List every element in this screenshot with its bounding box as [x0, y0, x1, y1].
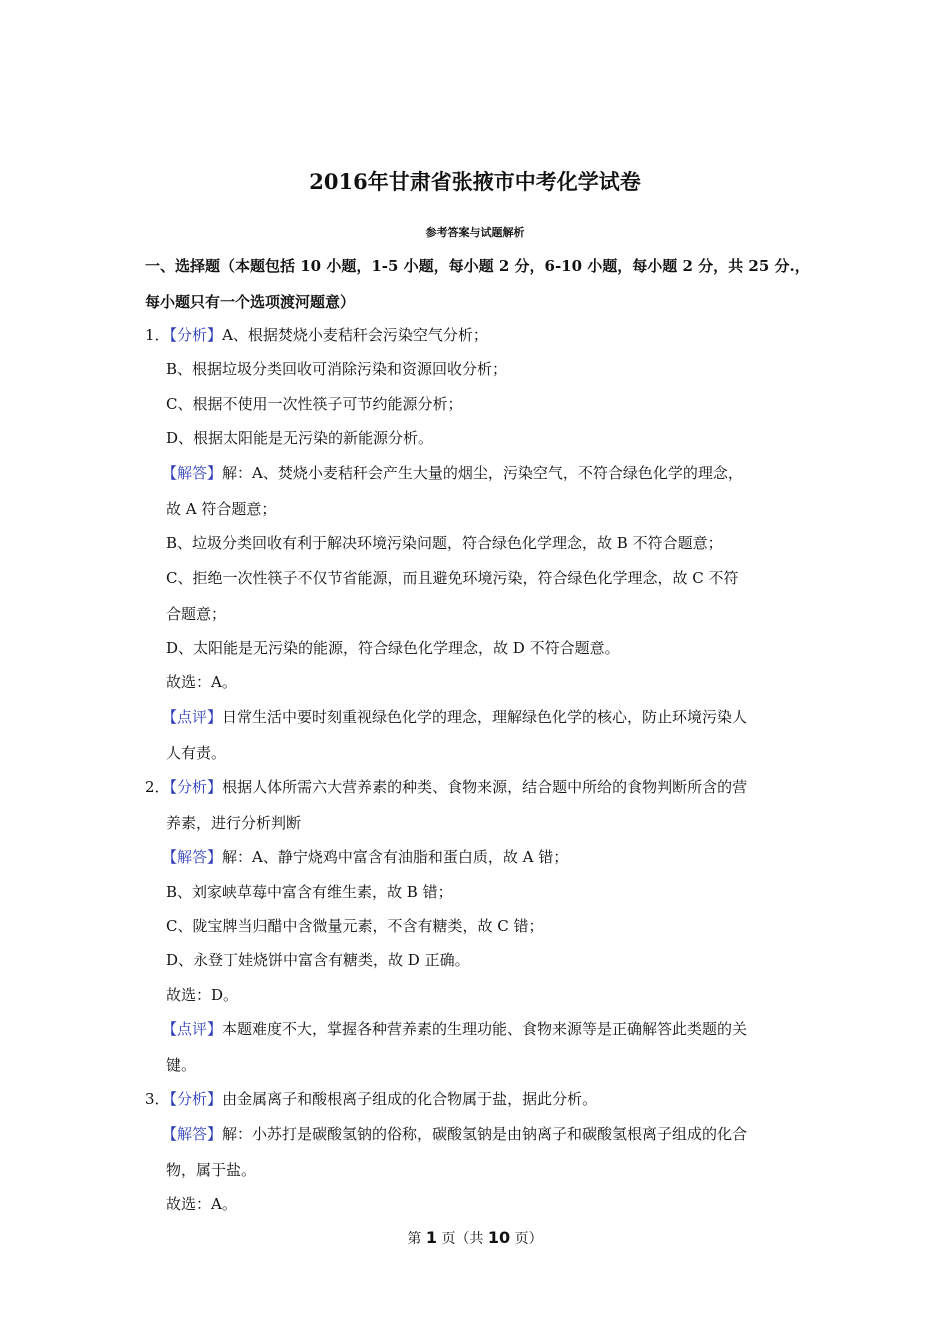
q1-answer-a1: 解：A、焚烧小麦秸秆会产生大量的烟尘，污染空气，不符合绿色化学的理念，: [222, 464, 743, 482]
q2-answer-b: B、刘家峡草莓中富含有维生素，故 B 错；: [166, 883, 453, 901]
page-subtitle: 参考答案与试题解析: [425, 226, 525, 239]
q3-analysis: 由金属离子和酸根离子组成的化合物属于盐，据此分析。: [222, 1090, 598, 1108]
q2-answer-c: C、陇宝牌当归醋中含微量元素，不含有糖类，故 C 错；: [166, 917, 544, 935]
q1-answer-a2: 故 A 符合题意；: [166, 500, 277, 518]
page-title: 2016年甘肃省张掖市中考化学试卷: [309, 169, 641, 194]
q2-analysis1: 根据人体所需六大营养素的种类、食物来源，结合题中所给的食物判断所含的营: [222, 778, 748, 796]
q1-analysis-d: D、根据太阳能是无污染的新能源分析。: [166, 429, 434, 447]
section-heading-line2: 每小题只有一个选项渡河题意）: [145, 293, 356, 311]
q3-answer1: 解：小苏打是碳酸氢钠的俗称，碳酸氢钠是由钠离子和碳酸氢根离子组成的化合: [222, 1125, 748, 1143]
q1-answer-b: B、垃圾分类回收有利于解决环境污染问题，符合绿色化学理念，故 B 不符合题意；: [166, 534, 723, 552]
q2-analysis2: 养素，进行分析判断: [166, 814, 302, 832]
q2-answer-d: D、永登丁娃烧饼中富含有糖类，故 D 正确。: [166, 951, 470, 969]
footer-prefix: 第: [407, 1231, 422, 1247]
q1-answer-c2: 合题意；: [166, 605, 227, 623]
q2-comment-line: [162, 1019, 747, 1039]
q2-analysis-line: [145, 777, 747, 797]
q2-number: 2．: [145, 778, 170, 796]
footer-total-pages: 10: [487, 1228, 511, 1247]
q2-answer-a: 解：A、静宁烧鸡中富含有油脂和蛋白质，故 A 错；: [222, 848, 569, 866]
q1-comment2: 人有责。: [166, 744, 227, 762]
q1-answer-c1: C、拒绝一次性筷子不仅节省能源，而且避免环境污染，符合绿色化学理念，故 C 不符: [166, 569, 739, 587]
q1-number: 1．: [145, 326, 170, 344]
q2-analysis-tag: 【分析】: [169, 778, 223, 796]
q2-comment2: 键。: [166, 1056, 197, 1074]
q1-choice: 故选：A。: [166, 673, 237, 691]
footer-suffix: 页）: [514, 1231, 543, 1247]
q2-choice: 故选：D。: [166, 986, 239, 1004]
q3-answer-tag: 【解答】: [162, 1125, 223, 1143]
q1-analysis-tag: 【分析】: [169, 326, 223, 344]
q1-analysis-c: C、根据不使用一次性筷子可节约能源分析；: [166, 395, 463, 413]
q2-comment1: 本题难度不大，掌握各种营养素的生理功能、食物来源等是正确解答此类题的关: [222, 1020, 748, 1038]
q1-answer-d: D、太阳能是无污染的能源，符合绿色化学理念，故 D 不符合题意。: [166, 639, 620, 657]
q1-analysis-a: A、根据焚烧小麦秸秆会污染空气分析；: [222, 326, 488, 344]
q2-comment-tag: 【点评】: [162, 1020, 223, 1038]
q3-number: 3．: [145, 1090, 170, 1108]
page-footer: [0, 1228, 950, 1248]
q3-analysis-line: [145, 1089, 597, 1109]
q2-answer-line: [162, 847, 568, 867]
q1-comment-line: [162, 707, 747, 727]
q3-answer2: 物，属于盐。: [166, 1161, 257, 1179]
q1-analysis-b: B、根据垃圾分类回收可消除污染和资源回收分析；: [166, 360, 508, 378]
q3-answer-line: [162, 1124, 747, 1144]
q1-comment1: 日常生活中要时刻重视绿色化学的理念，理解绿色化学的核心，防止环境污染人: [222, 708, 748, 726]
q2-answer-tag: 【解答】: [162, 848, 223, 866]
q1-comment-tag: 【点评】: [162, 708, 223, 726]
footer-page-number: 1: [425, 1228, 437, 1247]
q3-choice: 故选：A。: [166, 1195, 237, 1213]
q1-answer-line: [162, 463, 743, 483]
q1-answer-tag: 【解答】: [162, 464, 223, 482]
footer-middle: 页（共: [441, 1231, 484, 1247]
q1-analysis-line: [145, 325, 488, 345]
section-heading-line1: 一、选择题（本题包括 10 小题，1-5 小题，每小题 2 分，6-10 小题，每小题 2 分，共 25 分.，: [145, 257, 810, 275]
q3-analysis-tag: 【分析】: [169, 1090, 223, 1108]
